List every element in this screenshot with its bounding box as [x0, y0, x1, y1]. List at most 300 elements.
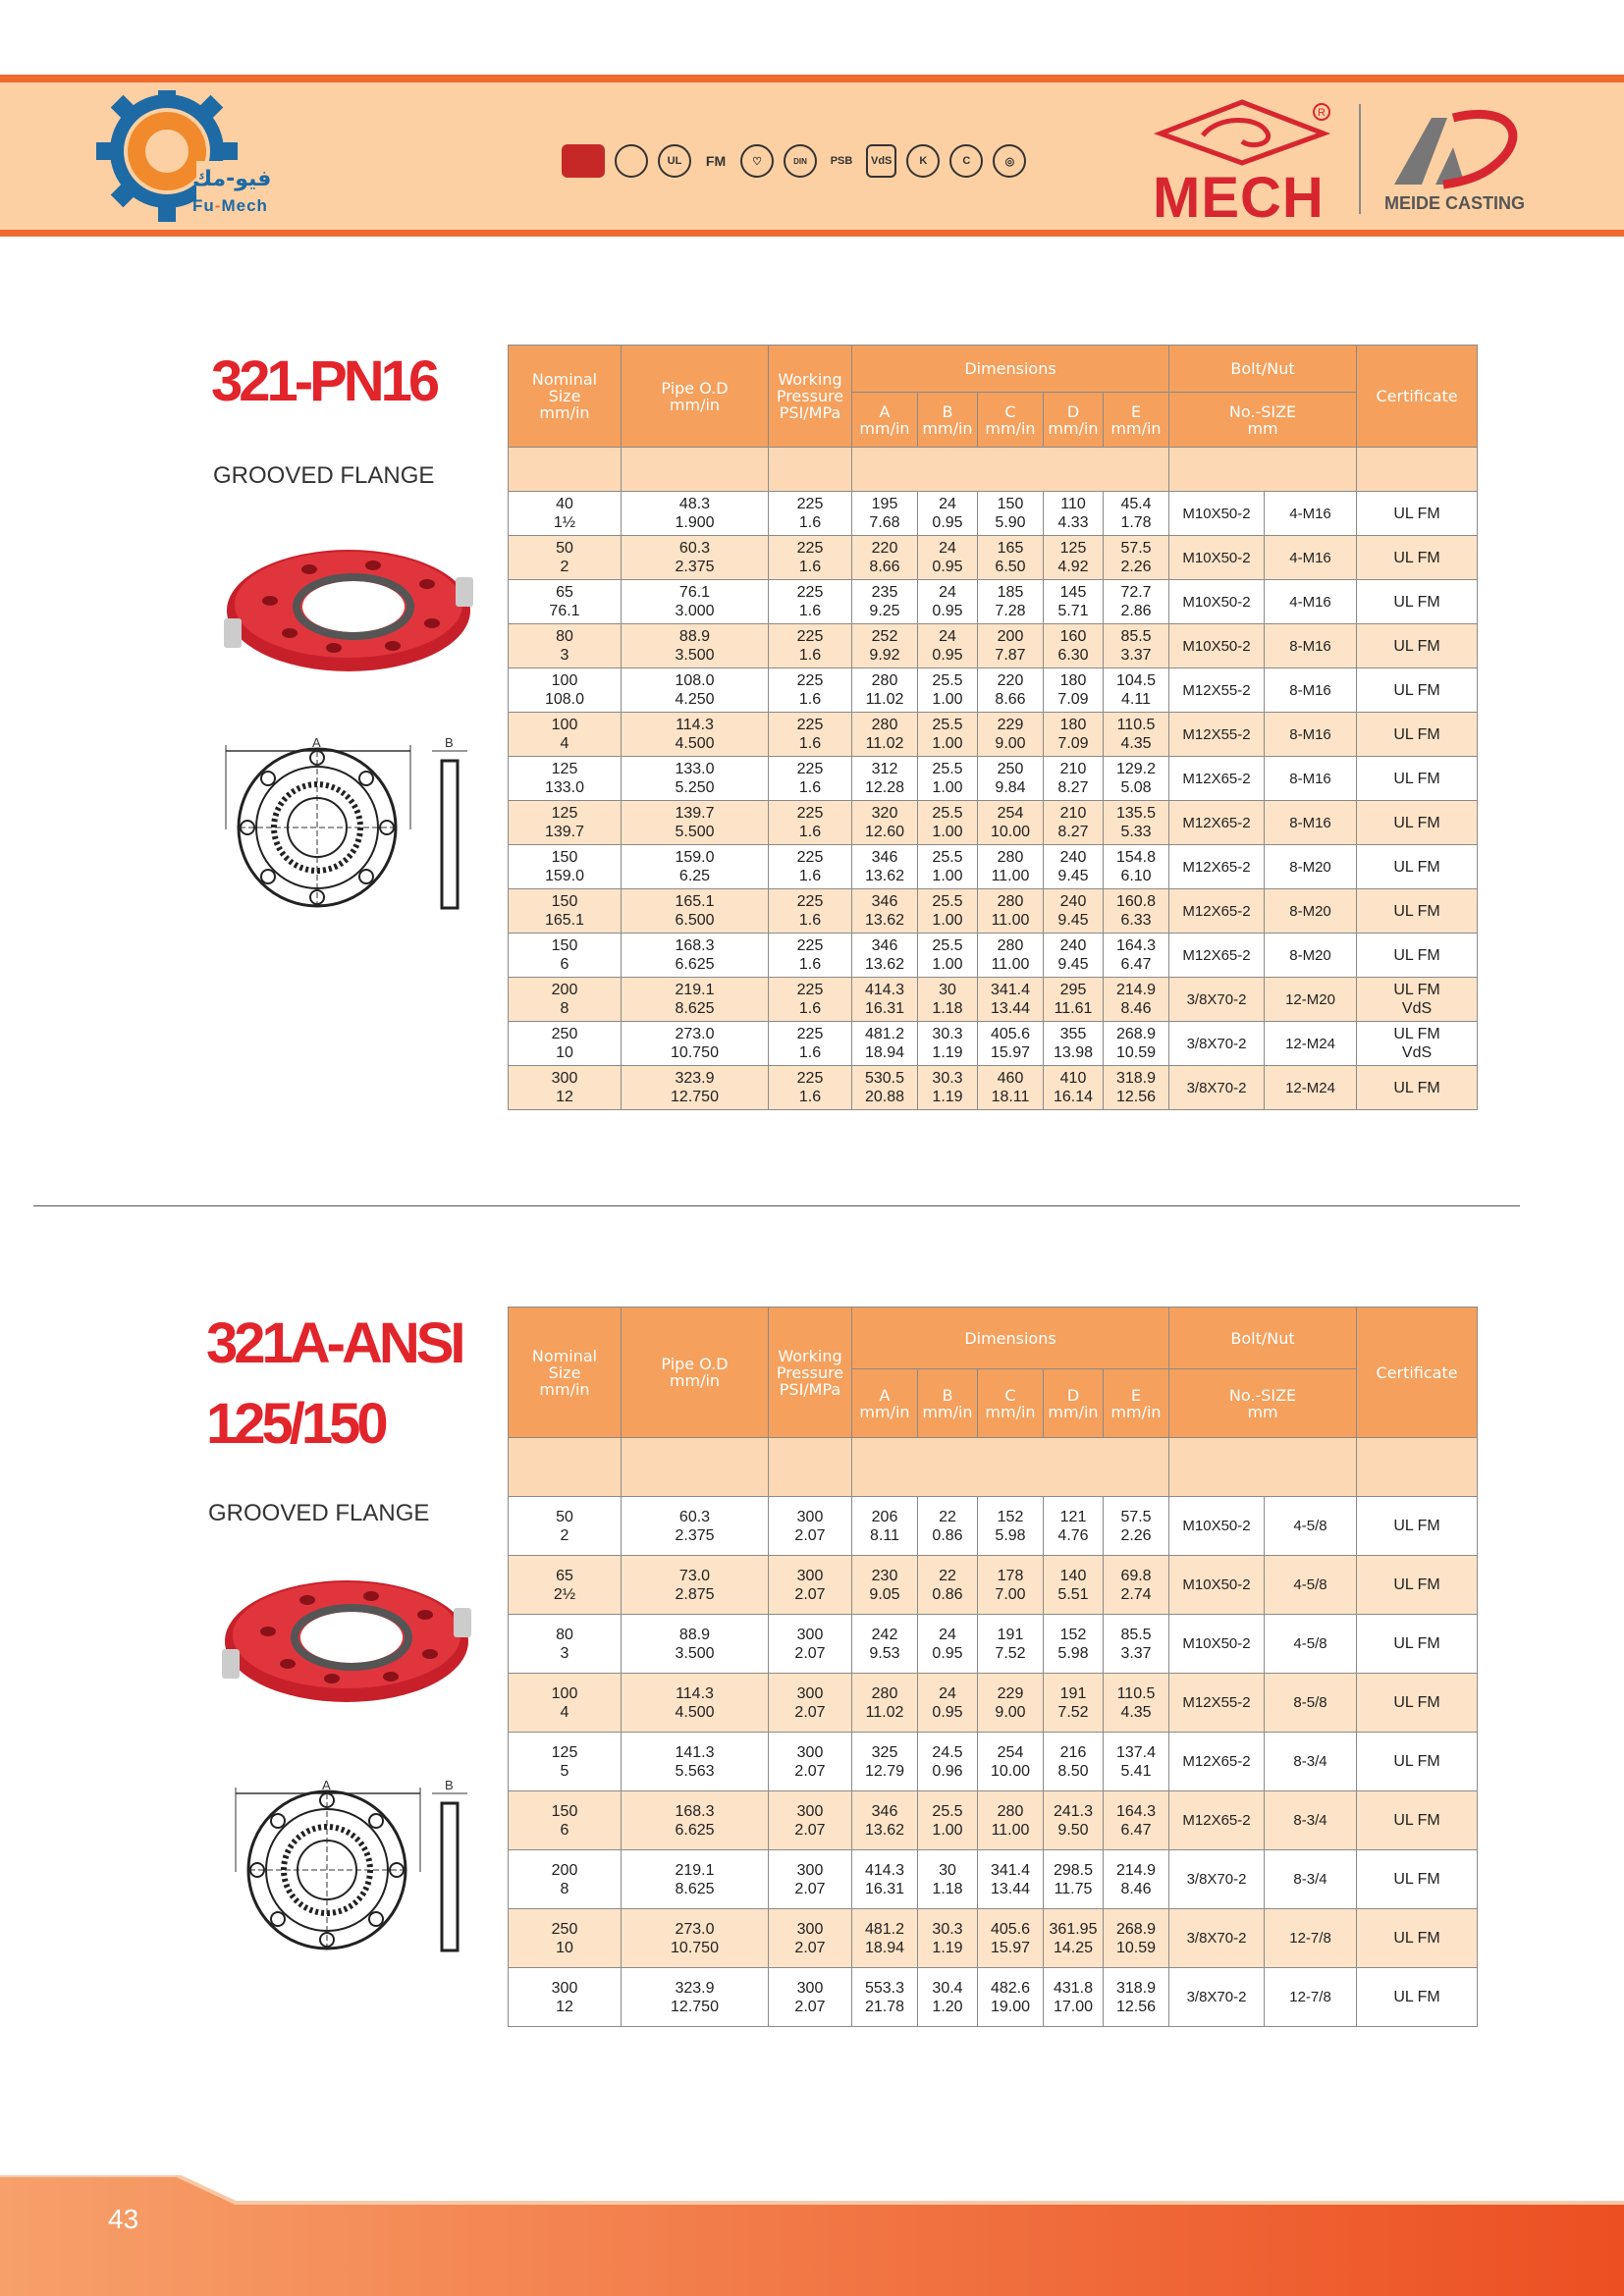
working-pressure-cell: 225 1.6: [769, 1066, 852, 1110]
bolt-spec-cell: M12X65-2: [1169, 934, 1265, 978]
dim-c-cell: 178 7.00: [978, 1556, 1044, 1615]
nominal-size-cell: 150 159.0: [509, 845, 622, 889]
dim-a-cell: 530.5 20.88: [852, 1066, 918, 1110]
certificate-cell: UL FM VdS: [1357, 978, 1478, 1022]
pipe-od-cell: 114.3 4.500: [622, 713, 769, 757]
dim-d-cell: 152 5.98: [1044, 1615, 1104, 1674]
working-pressure-cell: 225 1.6: [769, 624, 852, 668]
dim-e-cell: 214.9 8.46: [1104, 1850, 1169, 1909]
pipe-od-cell: 273.0 10.750: [622, 1909, 769, 1968]
certificate-cell: UL FM: [1357, 713, 1478, 757]
bolt-spec-cell: M10X50-2: [1169, 624, 1265, 668]
pipe-od-cell: 168.3 6.625: [622, 1791, 769, 1850]
nominal-size-cell: 200 8: [509, 1850, 622, 1909]
psb-cert-icon: PSB: [830, 155, 853, 167]
bolt-count-cell: 12-M20: [1265, 978, 1357, 1022]
dim-b-cell: 30.3 1.19: [918, 1909, 978, 1968]
bolt-count-cell: 4-M16: [1265, 492, 1357, 536]
grooved-flange-photo: [216, 530, 481, 687]
pipe-od-cell: 159.0 6.25: [622, 845, 769, 889]
dim-c-cell: 191 7.52: [978, 1615, 1044, 1674]
table-row: [509, 713, 1478, 757]
nominal-size-cell: 80 3: [509, 624, 622, 668]
footer-band: [0, 2175, 1624, 2296]
working-pressure-cell: 300 2.07: [769, 1615, 852, 1674]
dim-d-cell: 240 9.45: [1044, 934, 1104, 978]
dim-c-cell: 250 9.84: [978, 757, 1044, 801]
cnbop-cert-icon: ◎: [993, 144, 1026, 178]
dim-b-cell: 24 0.95: [918, 536, 978, 580]
table-row: [509, 1674, 1478, 1733]
product-subtitle: GROOVED FLANGE: [213, 462, 435, 489]
table-row: [509, 1615, 1478, 1674]
spec-table-321a-ansi: [508, 1307, 1478, 2027]
bolt-count-cell: 8-M20: [1265, 934, 1357, 978]
dim-c-cell: 280 11.00: [978, 889, 1044, 934]
dim-d-cell: 145 5.71: [1044, 580, 1104, 624]
table-row: [509, 757, 1478, 801]
pipe-od-cell: 139.7 5.500: [622, 801, 769, 845]
dim-c-cell: 341.4 13.44: [978, 1850, 1044, 1909]
product-title-321-pn16: 321-PN16: [211, 349, 437, 413]
dim-b-cell: 30 1.18: [918, 1850, 978, 1909]
pipe-od-cell: 165.1 6.500: [622, 889, 769, 934]
dim-a-cell: 280 11.02: [852, 713, 918, 757]
table-row: [509, 1556, 1478, 1615]
dim-b-cell: 24.5 0.96: [918, 1733, 978, 1791]
dim-a-cell: 312 12.28: [852, 757, 918, 801]
bolt-count-cell: 12-M24: [1265, 1022, 1357, 1066]
meide-casting-name: MEIDE CASTING: [1384, 193, 1526, 213]
bsi-cert-icon: [615, 144, 648, 178]
dim-e-cell: 154.8 6.10: [1104, 845, 1169, 889]
col-header-certificate: Certificate: [1357, 1308, 1478, 1438]
bolt-count-cell: 4-5/8: [1265, 1615, 1357, 1674]
dim-b-cell: 25.5 1.00: [918, 801, 978, 845]
working-pressure-cell: 225 1.6: [769, 492, 852, 536]
dim-b-cell: 25.5 1.00: [918, 889, 978, 934]
dim-a-cell: 206 8.11: [852, 1497, 918, 1556]
dim-c-cell: 220 8.66: [978, 668, 1044, 713]
table-row: [509, 889, 1478, 934]
pipe-od-cell: 133.0 5.250: [622, 757, 769, 801]
nominal-size-cell: 80 3: [509, 1615, 622, 1674]
working-pressure-cell: 225 1.6: [769, 889, 852, 934]
flange-technical-drawing: [224, 1774, 479, 1960]
table-row: [509, 1733, 1478, 1791]
certificate-cell: UL FM: [1357, 1968, 1478, 2027]
col-header-working-pressure: Working Pressure PSI/MPa: [769, 346, 852, 448]
table-row: [509, 1066, 1478, 1110]
pipe-od-cell: 60.3 2.375: [622, 536, 769, 580]
dim-b-cell: 24 0.95: [918, 1674, 978, 1733]
certificate-cell: UL FM: [1357, 580, 1478, 624]
col-header-dim-c: C mm/in: [978, 393, 1044, 448]
bolt-spec-cell: M12X65-2: [1169, 1733, 1265, 1791]
dim-b-cell: 30.3 1.19: [918, 1066, 978, 1110]
col-header-pipe-od: Pipe O.D mm/in: [622, 346, 769, 448]
pipe-od-cell: 108.0 4.250: [622, 668, 769, 713]
vds-heart-cert-icon: ♡: [740, 144, 774, 178]
dim-a-cell: 325 12.79: [852, 1733, 918, 1791]
dim-d-cell: 241.3 9.50: [1044, 1791, 1104, 1850]
dim-b-cell: 22 0.86: [918, 1497, 978, 1556]
dim-b-cell: 30.4 1.20: [918, 1968, 978, 2027]
dim-e-cell: 69.8 2.74: [1104, 1556, 1169, 1615]
certificate-cell: UL FM: [1357, 536, 1478, 580]
dim-c-cell: 185 7.28: [978, 580, 1044, 624]
dim-d-cell: 210 8.27: [1044, 801, 1104, 845]
nominal-size-cell: 150 6: [509, 1791, 622, 1850]
certificate-cell: UL FM: [1357, 1674, 1478, 1733]
bolt-spec-cell: 3/8X70-2: [1169, 1850, 1265, 1909]
dimension-b-label: B: [445, 735, 454, 750]
dim-b-cell: 25.5 1.00: [918, 713, 978, 757]
bolt-count-cell: 8-3/4: [1265, 1791, 1357, 1850]
dim-a-cell: 481.2 18.94: [852, 1909, 918, 1968]
header-bottom-stripe: [0, 230, 1624, 237]
certificate-cell: UL FM: [1357, 1066, 1478, 1110]
dim-d-cell: 240 9.45: [1044, 845, 1104, 889]
dim-e-cell: 160.8 6.33: [1104, 889, 1169, 934]
vds-cert-icon: VdS: [866, 144, 896, 178]
working-pressure-cell: 300 2.07: [769, 1968, 852, 2027]
table-row: [509, 1909, 1478, 1968]
col-header-certificate: Certificate: [1357, 346, 1478, 448]
working-pressure-cell: 300 2.07: [769, 1791, 852, 1850]
table-row: [509, 1968, 1478, 2027]
nominal-size-cell: 50 2: [509, 1497, 622, 1556]
fu-mech-arabic-name: فيو-مك: [192, 167, 272, 191]
dim-d-cell: 355 13.98: [1044, 1022, 1104, 1066]
nominal-size-cell: 300 12: [509, 1066, 622, 1110]
dim-c-cell: 229 9.00: [978, 1674, 1044, 1733]
dim-c-cell: 254 10.00: [978, 801, 1044, 845]
nominal-size-cell: 300 12: [509, 1968, 622, 2027]
working-pressure-cell: 300 2.07: [769, 1909, 852, 1968]
dim-e-cell: 57.5 2.26: [1104, 536, 1169, 580]
dim-b-cell: 22 0.86: [918, 1556, 978, 1615]
fu-mech-latin-name: Fu-Mech: [192, 196, 268, 215]
bolt-count-cell: 4-M16: [1265, 536, 1357, 580]
dim-a-cell: 280 11.02: [852, 1674, 918, 1733]
col-header-dim-a: A mm/in: [852, 1369, 918, 1438]
dim-e-cell: 45.4 1.78: [1104, 492, 1169, 536]
col-header-dim-c: C mm/in: [978, 1369, 1044, 1438]
dim-e-cell: 85.5 3.37: [1104, 1615, 1169, 1674]
ccc-cert-icon: C: [949, 144, 983, 178]
ks-cert-icon: K: [906, 144, 940, 178]
col-header-dim-b: B mm/in: [918, 393, 978, 448]
col-header-nominal-size: Nominal Size mm/in: [509, 1308, 622, 1438]
nominal-size-cell: 125 5: [509, 1733, 622, 1791]
bolt-count-cell: 4-5/8: [1265, 1497, 1357, 1556]
product-title-321a-ansi: 321A-ANSI: [206, 1311, 462, 1375]
dim-d-cell: 191 7.52: [1044, 1674, 1104, 1733]
table-row: [509, 1850, 1478, 1909]
dim-c-cell: 152 5.98: [978, 1497, 1044, 1556]
bolt-spec-cell: M12X65-2: [1169, 757, 1265, 801]
dim-c-cell: 150 5.90: [978, 492, 1044, 536]
product-title-125-150: 125/150: [206, 1392, 385, 1456]
col-header-bolt-nut: Bolt/Nut: [1169, 346, 1357, 393]
working-pressure-cell: 225 1.6: [769, 1022, 852, 1066]
certificate-cell: UL FM: [1357, 668, 1478, 713]
working-pressure-cell: 225 1.6: [769, 934, 852, 978]
table-row: [509, 624, 1478, 668]
bolt-spec-cell: M10X50-2: [1169, 492, 1265, 536]
dim-d-cell: 410 16.14: [1044, 1066, 1104, 1110]
nominal-size-cell: 40 1½: [509, 492, 622, 536]
dim-c-cell: 280 11.00: [978, 934, 1044, 978]
certificate-cell: UL FM: [1357, 889, 1478, 934]
certificate-cell: UL FM: [1357, 492, 1478, 536]
din-dvgw-cert-icon: DIN: [784, 144, 817, 178]
certificate-cell: UL FM: [1357, 757, 1478, 801]
dim-e-cell: 104.5 4.11: [1104, 668, 1169, 713]
table-row: [509, 801, 1478, 845]
col-header-bolt-size: No.-SIZE mm: [1169, 1369, 1357, 1438]
dim-a-cell: 414.3 16.31: [852, 978, 918, 1022]
certificate-cell: UL FM: [1357, 1733, 1478, 1791]
col-header-dim-b: B mm/in: [918, 1369, 978, 1438]
bolt-count-cell: 12-7/8: [1265, 1968, 1357, 2027]
dim-d-cell: 160 6.30: [1044, 624, 1104, 668]
col-header-dim-e: E mm/in: [1104, 393, 1169, 448]
working-pressure-cell: 300 2.07: [769, 1497, 852, 1556]
dim-b-cell: 24 0.95: [918, 1615, 978, 1674]
pipe-od-cell: 76.1 3.000: [622, 580, 769, 624]
nominal-size-cell: 50 2: [509, 536, 622, 580]
dimension-a-label: A: [312, 735, 321, 750]
bolt-spec-cell: M12X65-2: [1169, 889, 1265, 934]
bolt-spec-cell: M12X55-2: [1169, 668, 1265, 713]
bolt-spec-cell: 3/8X70-2: [1169, 1968, 1265, 2027]
dim-c-cell: 165 6.50: [978, 536, 1044, 580]
dim-c-cell: 280 11.00: [978, 1791, 1044, 1850]
dim-e-cell: 137.4 5.41: [1104, 1733, 1169, 1791]
bolt-spec-cell: M10X50-2: [1169, 580, 1265, 624]
working-pressure-cell: 300 2.07: [769, 1850, 852, 1909]
pipe-od-cell: 88.9 3.500: [622, 624, 769, 668]
pipe-od-cell: 73.0 2.875: [622, 1556, 769, 1615]
dim-b-cell: 25.5 1.00: [918, 934, 978, 978]
nominal-size-cell: 100 108.0: [509, 668, 622, 713]
table-spacer-row: [509, 448, 1478, 492]
nominal-size-cell: 100 4: [509, 1674, 622, 1733]
dim-e-cell: 164.3 6.47: [1104, 1791, 1169, 1850]
dim-d-cell: 180 7.09: [1044, 713, 1104, 757]
certificate-cell: UL FM: [1357, 1850, 1478, 1909]
dim-e-cell: 72.7 2.86: [1104, 580, 1169, 624]
bolt-spec-cell: 3/8X70-2: [1169, 1022, 1265, 1066]
dim-a-cell: 242 9.53: [852, 1615, 918, 1674]
pipe-od-cell: 141.3 5.563: [622, 1733, 769, 1791]
table-row: [509, 934, 1478, 978]
bolt-spec-cell: 3/8X70-2: [1169, 1909, 1265, 1968]
bolt-count-cell: 8-M20: [1265, 845, 1357, 889]
table-row: [509, 845, 1478, 889]
dim-a-cell: 553.3 21.78: [852, 1968, 918, 2027]
dim-d-cell: 125 4.92: [1044, 536, 1104, 580]
dim-d-cell: 110 4.33: [1044, 492, 1104, 536]
pipe-od-cell: 219.1 8.625: [622, 978, 769, 1022]
bolt-count-cell: 8-3/4: [1265, 1733, 1357, 1791]
bolt-count-cell: 8-M16: [1265, 757, 1357, 801]
dim-c-cell: 200 7.87: [978, 624, 1044, 668]
bolt-spec-cell: M12X55-2: [1169, 1674, 1265, 1733]
dim-b-cell: 24 0.95: [918, 624, 978, 668]
pipe-od-cell: 219.1 8.625: [622, 1850, 769, 1909]
certificate-cell: UL FM: [1357, 1791, 1478, 1850]
dim-d-cell: 216 8.50: [1044, 1733, 1104, 1791]
dim-e-cell: 85.5 3.37: [1104, 624, 1169, 668]
pipe-od-cell: 168.3 6.625: [622, 934, 769, 978]
nominal-size-cell: 100 4: [509, 713, 622, 757]
bolt-count-cell: 8-M16: [1265, 713, 1357, 757]
certificate-cell: UL FM: [1357, 1497, 1478, 1556]
page-number: 43: [108, 2204, 139, 2234]
dim-a-cell: 235 9.25: [852, 580, 918, 624]
bolt-spec-cell: M12X65-2: [1169, 801, 1265, 845]
bolt-spec-cell: M12X65-2: [1169, 1791, 1265, 1850]
col-header-dim-a: A mm/in: [852, 393, 918, 448]
dim-b-cell: 25.5 1.00: [918, 845, 978, 889]
dim-d-cell: 298.5 11.75: [1044, 1850, 1104, 1909]
bolt-count-cell: 8-M16: [1265, 624, 1357, 668]
table-row: [509, 978, 1478, 1022]
bolt-spec-cell: M10X50-2: [1169, 1556, 1265, 1615]
col-header-bolt-nut: Bolt/Nut: [1169, 1308, 1357, 1369]
dim-e-cell: 318.9 12.56: [1104, 1066, 1169, 1110]
bolt-count-cell: 8-5/8: [1265, 1674, 1357, 1733]
pipe-od-cell: 273.0 10.750: [622, 1022, 769, 1066]
bolt-spec-cell: M12X65-2: [1169, 845, 1265, 889]
working-pressure-cell: 225 1.6: [769, 713, 852, 757]
dim-e-cell: 135.5 5.33: [1104, 801, 1169, 845]
bolt-count-cell: 12-7/8: [1265, 1909, 1357, 1968]
dim-d-cell: 121 4.76: [1044, 1497, 1104, 1556]
dim-c-cell: 482.6 19.00: [978, 1968, 1044, 2027]
nominal-size-cell: 125 139.7: [509, 801, 622, 845]
bolt-spec-cell: 3/8X70-2: [1169, 978, 1265, 1022]
nominal-size-cell: 250 10: [509, 1022, 622, 1066]
working-pressure-cell: 225 1.6: [769, 580, 852, 624]
col-header-dim-e: E mm/in: [1104, 1369, 1169, 1438]
dimension-a-label: A: [322, 1778, 331, 1792]
nominal-size-cell: 150 6: [509, 934, 622, 978]
nominal-size-cell: 250 10: [509, 1909, 622, 1968]
svg-text:R: R: [1318, 107, 1326, 119]
dim-b-cell: 25.5 1.00: [918, 757, 978, 801]
table-row: [509, 492, 1478, 536]
bolt-spec-cell: M12X55-2: [1169, 713, 1265, 757]
col-header-dim-d: D mm/in: [1044, 393, 1104, 448]
bolt-count-cell: 8-M16: [1265, 801, 1357, 845]
working-pressure-cell: 225 1.6: [769, 801, 852, 845]
bolt-count-cell: 12-M24: [1265, 1066, 1357, 1110]
certificate-cell: UL FM: [1357, 624, 1478, 668]
table-row: [509, 1497, 1478, 1556]
working-pressure-cell: 225 1.6: [769, 536, 852, 580]
col-header-dim-d: D mm/in: [1044, 1369, 1104, 1438]
certificate-cell: UL FM: [1357, 934, 1478, 978]
dim-d-cell: 361.95 14.25: [1044, 1909, 1104, 1968]
dim-c-cell: 460 18.11: [978, 1066, 1044, 1110]
fm-cert-icon: FM: [705, 153, 727, 169]
working-pressure-cell: 300 2.07: [769, 1556, 852, 1615]
dim-a-cell: 220 8.66: [852, 536, 918, 580]
pipe-od-cell: 323.9 12.750: [622, 1066, 769, 1110]
pipe-od-cell: 60.3 2.375: [622, 1497, 769, 1556]
certificate-cell: UL FM VdS: [1357, 1022, 1478, 1066]
col-header-nominal-size: Nominal Size mm/in: [509, 346, 622, 448]
dim-e-cell: 214.9 8.46: [1104, 978, 1169, 1022]
pipe-od-cell: 88.9 3.500: [622, 1615, 769, 1674]
certificate-cell: UL FM: [1357, 801, 1478, 845]
nominal-size-cell: 125 133.0: [509, 757, 622, 801]
dim-c-cell: 341.4 13.44: [978, 978, 1044, 1022]
bolt-spec-cell: M10X50-2: [1169, 1615, 1265, 1674]
dimension-b-label: B: [445, 1778, 454, 1792]
dim-b-cell: 24 0.95: [918, 580, 978, 624]
dim-c-cell: 405.6 15.97: [978, 1909, 1044, 1968]
dim-c-cell: 280 11.00: [978, 845, 1044, 889]
dim-d-cell: 180 7.09: [1044, 668, 1104, 713]
dim-c-cell: 405.6 15.97: [978, 1022, 1044, 1066]
bolt-spec-cell: M10X50-2: [1169, 536, 1265, 580]
dim-e-cell: 268.9 10.59: [1104, 1909, 1169, 1968]
bolt-spec-cell: M10X50-2: [1169, 1497, 1265, 1556]
dim-a-cell: 346 13.62: [852, 889, 918, 934]
header-top-stripe: [0, 75, 1624, 82]
dim-e-cell: 110.5 4.35: [1104, 1674, 1169, 1733]
pipe-od-cell: 114.3 4.500: [622, 1674, 769, 1733]
table-row: [509, 536, 1478, 580]
dim-d-cell: 210 8.27: [1044, 757, 1104, 801]
dim-a-cell: 346 13.62: [852, 934, 918, 978]
col-header-working-pressure: Working Pressure PSI/MPa: [769, 1308, 852, 1438]
section-divider: [33, 1205, 1520, 1206]
nominal-size-cell: 150 165.1: [509, 889, 622, 934]
dim-d-cell: 140 5.51: [1044, 1556, 1104, 1615]
dim-c-cell: 254 10.00: [978, 1733, 1044, 1791]
dim-d-cell: 295 11.61: [1044, 978, 1104, 1022]
product-subtitle: GROOVED FLANGE: [208, 1500, 430, 1526]
dim-b-cell: 25.5 1.00: [918, 1791, 978, 1850]
col-header-pipe-od: Pipe O.D mm/in: [622, 1308, 769, 1438]
certificate-cell: UL FM: [1357, 1615, 1478, 1674]
semko-cert-icon: [562, 144, 605, 178]
dim-e-cell: 129.2 5.08: [1104, 757, 1169, 801]
bolt-spec-cell: 3/8X70-2: [1169, 1066, 1265, 1110]
grooved-flange-photo: [214, 1561, 479, 1718]
bolt-count-cell: 8-M20: [1265, 889, 1357, 934]
col-header-bolt-size: No.-SIZE mm: [1169, 393, 1357, 448]
dim-a-cell: 252 9.92: [852, 624, 918, 668]
table-row: [509, 580, 1478, 624]
certificate-cell: UL FM: [1357, 845, 1478, 889]
pipe-od-cell: 48.3 1.900: [622, 492, 769, 536]
dim-e-cell: 57.5 2.26: [1104, 1497, 1169, 1556]
working-pressure-cell: 225 1.6: [769, 668, 852, 713]
dim-a-cell: 280 11.02: [852, 668, 918, 713]
certification-logos: [562, 137, 1072, 185]
bolt-count-cell: 8-3/4: [1265, 1850, 1357, 1909]
certificate-cell: UL FM: [1357, 1556, 1478, 1615]
nominal-size-cell: 65 76.1: [509, 580, 622, 624]
dim-b-cell: 25.5 1.00: [918, 668, 978, 713]
